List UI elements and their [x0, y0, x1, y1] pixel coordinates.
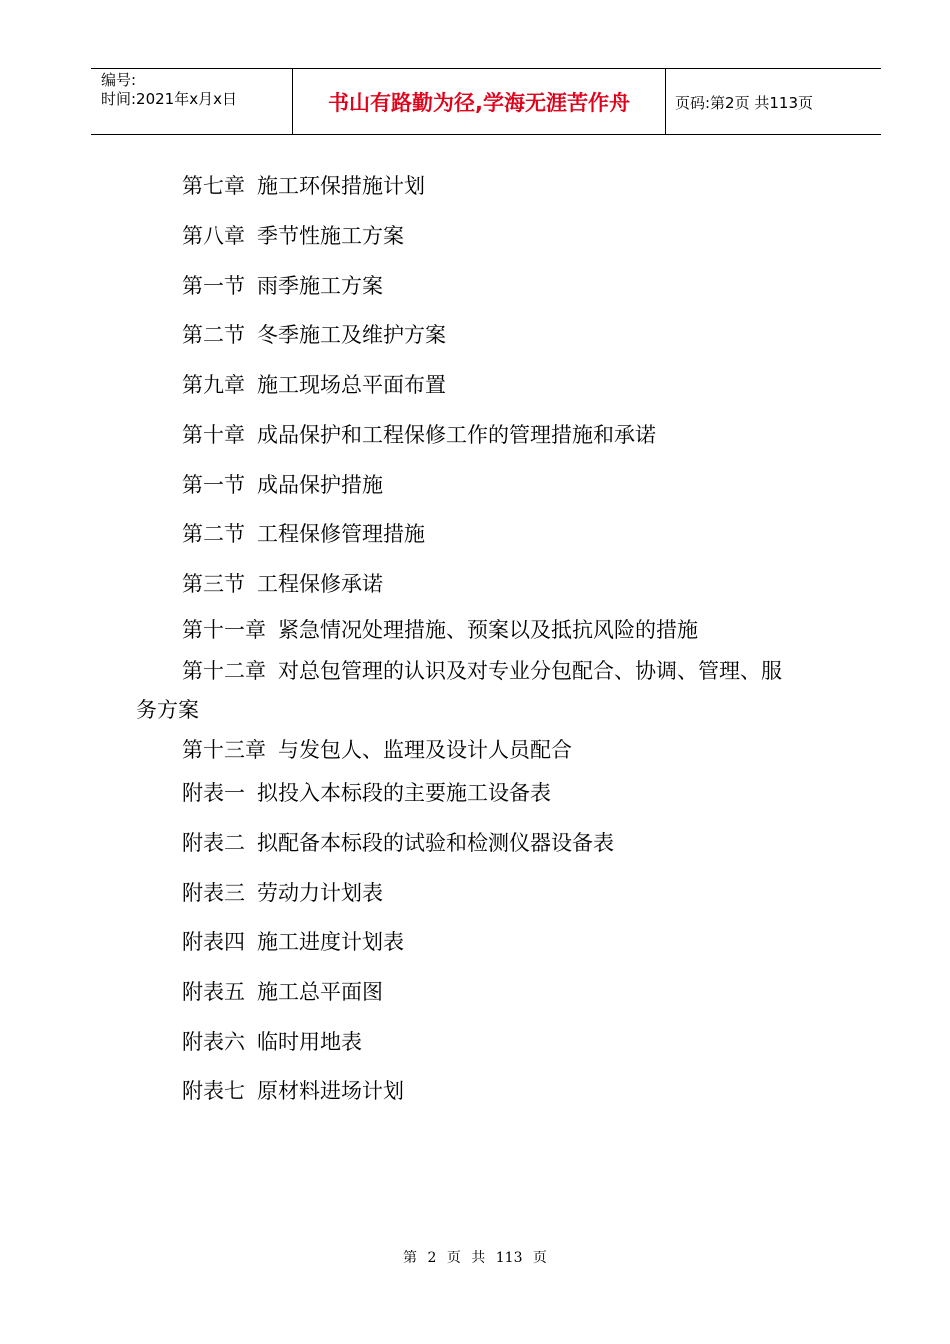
toc-entry-title: 施工总平面图 [257, 980, 383, 1004]
toc-entry [182, 472, 383, 498]
toc-entry [182, 521, 425, 547]
toc-entry-number: 第十三章 [182, 738, 266, 762]
toc-entry-number: 第二节 [182, 522, 245, 546]
header-page-info: 页码:第2页 共113页 [675, 93, 813, 112]
toc-entry-number: 附表一 [182, 781, 245, 805]
toc-entry-title: 拟配备本标段的试验和检测仪器设备表 [257, 831, 614, 855]
doc-number-label: 编号: [101, 71, 137, 89]
toc-entry-title: 工程保修承诺 [257, 572, 383, 596]
toc-entry-title: 拟投入本标段的主要施工设备表 [257, 781, 551, 805]
toc-entry-number: 第八章 [182, 224, 245, 248]
toc-entry-number: 第二节 [182, 323, 245, 347]
toc-entry-number: 第一节 [182, 473, 245, 497]
toc-entry [182, 1078, 404, 1104]
toc-entry-title: 施工进度计划表 [257, 930, 404, 954]
toc-entry-number: 附表二 [182, 831, 245, 855]
toc-entry [182, 422, 656, 448]
toc-entry-title: 原材料进场计划 [257, 1079, 404, 1103]
toc-entry-number: 附表四 [182, 930, 245, 954]
toc-entry-title: 与发包人、监理及设计人员配合 [278, 738, 572, 762]
toc-entry [182, 372, 446, 398]
toc-entry-number: 第九章 [182, 373, 245, 397]
toc-entry-title: 对总包管理的认识及对专业分包配合、协调、管理、服 [278, 659, 782, 683]
toc-entry [182, 1029, 362, 1055]
toc-entry [182, 737, 572, 763]
toc-entry-number: 第十二章 [182, 659, 266, 683]
toc-entry-title: 季节性施工方案 [257, 224, 404, 248]
toc-entry-title: 劳动力计划表 [257, 881, 383, 905]
toc-entry [182, 322, 446, 348]
toc-entry-title: 成品保护措施 [257, 473, 383, 497]
page-footer: 第 2 页 共 113 页 [403, 1250, 547, 1266]
toc-entry-continuation: 务方案 [136, 698, 199, 722]
toc-entry [182, 979, 383, 1005]
time-label: 时间:2021年x月x日 [101, 90, 237, 108]
toc-entry-number: 附表七 [182, 1079, 245, 1103]
toc-entry-title: 施工环保措施计划 [257, 174, 425, 198]
toc-entry-number: 第一节 [182, 274, 245, 298]
toc-entry [182, 571, 383, 597]
toc-entry-title: 成品保护和工程保修工作的管理措施和承诺 [257, 423, 656, 447]
toc-entry-title: 工程保修管理措施 [257, 522, 425, 546]
toc-entry-number: 附表三 [182, 881, 245, 905]
toc-entry-title: 雨季施工方案 [257, 274, 383, 298]
toc-entry [182, 830, 614, 856]
toc-entry [182, 173, 425, 199]
header-motto: 书山有路勤为径,学海无涯苦作舟 [328, 91, 630, 115]
toc-entry-title: 冬季施工及维护方案 [257, 323, 446, 347]
toc-entry-number: 第十章 [182, 423, 245, 447]
toc-entry-number: 第三节 [182, 572, 245, 596]
toc-entry-number: 附表六 [182, 1030, 245, 1054]
toc-entry-number: 第十一章 [182, 618, 266, 642]
toc-entry-number: 第七章 [182, 174, 245, 198]
toc-entry-title: 施工现场总平面布置 [257, 373, 446, 397]
toc-entry [182, 929, 404, 955]
toc-entry [182, 880, 383, 906]
toc-entry-number: 附表五 [182, 980, 245, 1004]
toc-entry [182, 617, 698, 643]
toc-entry [182, 223, 404, 249]
toc-entry [182, 780, 551, 806]
toc-entry [182, 273, 383, 299]
toc-entry-title: 紧急情况处理措施、预案以及抵抗风险的措施 [278, 618, 698, 642]
toc-entry [182, 658, 782, 684]
toc-entry-title: 临时用地表 [257, 1030, 362, 1054]
